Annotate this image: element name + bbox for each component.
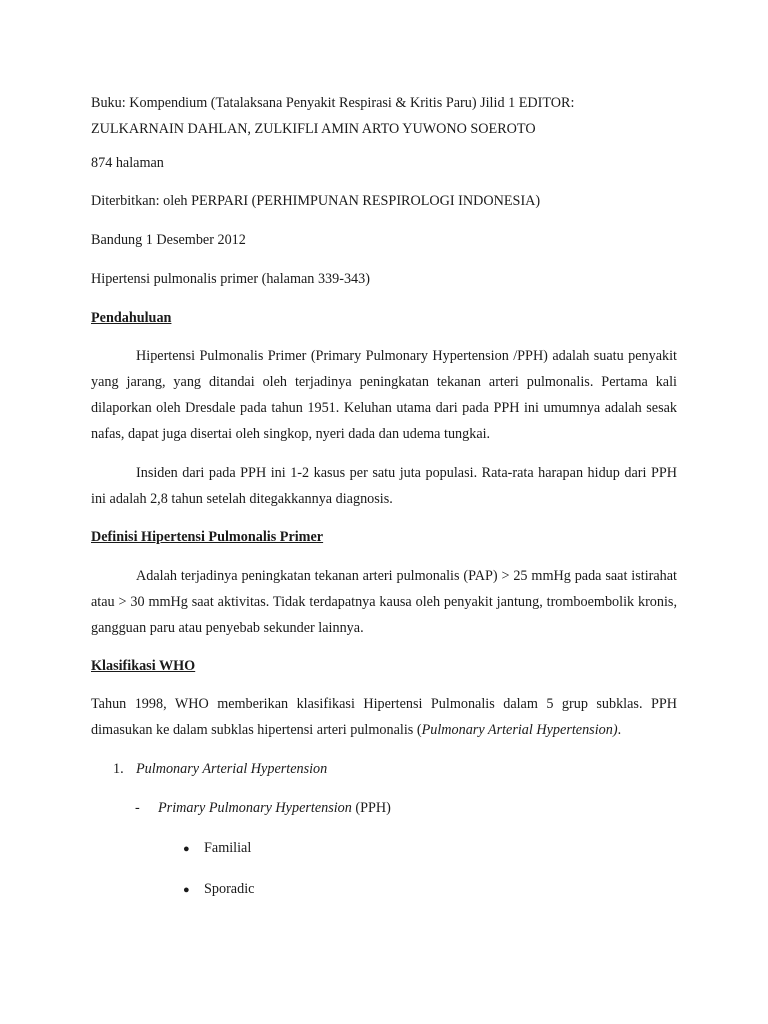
bullet-2-marker: ● xyxy=(183,884,190,896)
intro-paragraph-2: Insiden dari pada PPH ini 1-2 kasus per satu juta populasi. Rata-rata harapan hidup dari PPH ini adalah 2,8 tahun setelah ditegakkannya diagnosis. xyxy=(91,465,677,507)
sublist-item-italic: Primary Pulmonary Hypertension xyxy=(158,800,352,816)
chapter-title: Hipertensi pulmonalis primer (halaman 339-343) xyxy=(91,271,370,287)
book-citation-line1: Buku: Kompendium (Tatalaksana Penyakit Respirasi & Kritis Paru) Jilid 1 EDITOR: xyxy=(91,95,575,111)
who-paragraph-end: . xyxy=(617,722,622,738)
book-place-date: Bandung 1 Desember 2012 xyxy=(91,232,246,248)
bullet-2-text: Sporadic xyxy=(204,881,255,897)
definition-paragraph: Adalah terjadinya peningkatan tekanan arteri pulmonalis (PAP) > 25 mmHg pada saat istirahat atau > 30 mmHg saat aktivitas. Tidak terdapatnya kausa oleh penyakit jantung, tromboembolik kronis, gangguan paru atau penyebab sekunder lainnya. xyxy=(91,568,677,636)
sublist-dash: - xyxy=(135,800,140,816)
who-paragraph-italic: Pulmonary Arterial Hypertension) xyxy=(421,722,618,738)
book-citation xyxy=(91,90,677,142)
intro-paragraph-1: Hipertensi Pulmonalis Primer (Primary Pulmonary Hypertension /PPH) adalah suatu penyakit yang jarang, yang ditandai oleh terjadinya peningkatan tekanan arteri pulmonalis. Pertama kali dilaporkan oleh Dresdale pada tahun 1951. Keluhan utama dari pada PPH ini umumnya adalah sesak nafas, dapat juga disertai oleh singkop, nyeri dada dan udema tungkai. xyxy=(91,348,677,442)
list-item-1-italic: Pulmonary Arterial Hypertension xyxy=(136,761,328,777)
bullet-1-marker: ● xyxy=(183,843,190,855)
who-paragraph-text: Tahun 1998, WHO memberikan klasifikasi Hipertensi Pulmonalis dalam 5 grup subklas. PPH dimasukan ke dalam subklas hipertensi arteri pulmonalis ( xyxy=(91,696,677,738)
book-pages: 874 halaman xyxy=(91,155,164,171)
bullet-1-text: Familial xyxy=(204,840,252,856)
book-citation-line2: ZULKARNAIN DAHLAN, ZULKIFLI AMIN ARTO YUWONO SOEROTO xyxy=(91,121,536,137)
book-publisher: Diterbitkan: oleh PERPARI (PERHIMPUNAN RESPIROLOGI INDONESIA) xyxy=(91,193,541,209)
intro-heading: Pendahuluan xyxy=(91,310,172,326)
definition-heading: Definisi Hipertensi Pulmonalis Primer xyxy=(91,529,324,545)
who-paragraph xyxy=(91,691,677,743)
who-heading: Klasifikasi WHO xyxy=(91,658,196,674)
sublist-item xyxy=(158,800,391,817)
sublist-item-rest: (PPH) xyxy=(351,800,391,816)
list-item-1-number: 1. xyxy=(113,761,124,777)
list-item-1-label xyxy=(136,761,327,778)
